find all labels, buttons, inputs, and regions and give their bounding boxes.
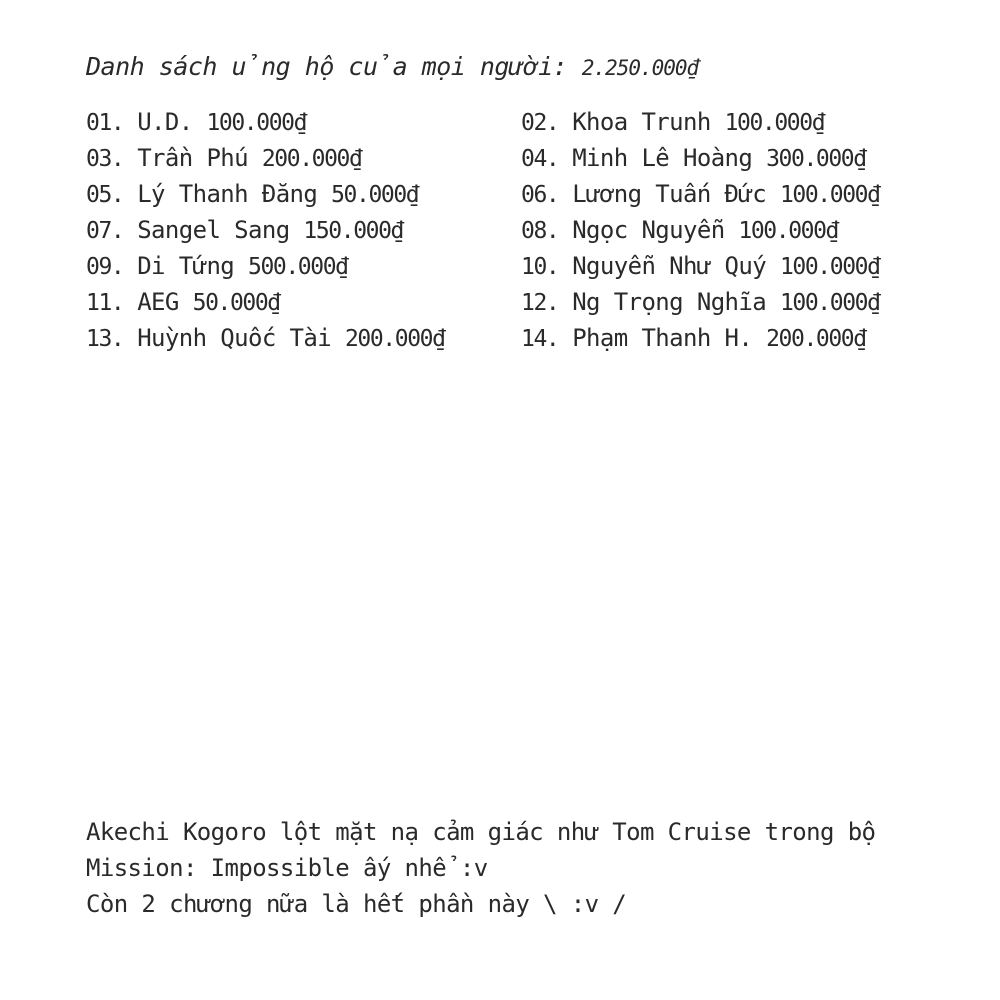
donor-amount: 200.000₫ xyxy=(344,326,445,352)
donor-number: 11. xyxy=(86,290,124,316)
donor-name: Ng Trọng Nghĩa xyxy=(572,288,767,316)
donor-item xyxy=(521,248,880,285)
donor-name: Lương Tuấn Đức xyxy=(572,180,767,208)
donor-amount: 100.000₫ xyxy=(779,254,880,280)
donor-amount: 100.000₫ xyxy=(779,182,880,208)
donor-item xyxy=(86,248,348,285)
donor-number: 02. xyxy=(521,110,559,136)
donor-number: 14. xyxy=(521,326,559,352)
donor-number: 08. xyxy=(521,218,559,244)
donor-item xyxy=(86,320,445,357)
donor-item xyxy=(86,284,280,321)
donor-name: AEG xyxy=(137,288,179,316)
donor-name: Lý Thanh Đăng xyxy=(137,180,318,208)
donor-number: 09. xyxy=(86,254,124,280)
donor-number: 12. xyxy=(521,290,559,316)
donor-name: Sangel Sang xyxy=(137,216,290,244)
donor-amount: 50.000₫ xyxy=(331,182,419,208)
donor-item xyxy=(521,212,838,249)
donor-amount: 150.000₫ xyxy=(303,218,403,244)
donor-name: Ngọc Nguyễn xyxy=(572,216,725,244)
donor-number: 06. xyxy=(521,182,559,208)
donor-item xyxy=(521,140,866,177)
donor-amount: 200.000₫ xyxy=(766,326,866,352)
donor-name: Huỳnh Quốc Tài xyxy=(137,324,332,352)
title-total: 2.250.000₫ xyxy=(581,56,699,80)
donor-name: Phạm Thanh H. xyxy=(572,324,753,352)
donor-item xyxy=(521,284,880,321)
donor-name: Nguyễn Như Quý xyxy=(572,252,767,280)
donor-number: 03. xyxy=(86,146,124,172)
donor-item xyxy=(86,104,306,141)
donor-amount: 50.000₫ xyxy=(192,290,280,316)
donor-item xyxy=(521,176,880,213)
donor-number: 10. xyxy=(521,254,559,280)
donor-name: U.D. xyxy=(137,108,193,136)
donor-amount: 100.000₫ xyxy=(206,110,307,136)
donor-amount: 200.000₫ xyxy=(261,146,362,172)
author-note xyxy=(86,814,976,922)
donor-number: 07. xyxy=(86,218,124,244)
donor-amount: 300.000₫ xyxy=(766,146,866,172)
donor-item xyxy=(86,212,403,249)
donor-number: 13. xyxy=(86,326,124,352)
note-line: Akechi Kogoro lột mặt nạ cảm giác như Tom Cruise trong bộ xyxy=(86,818,876,846)
donor-item xyxy=(521,320,866,357)
donor-number: 01. xyxy=(86,110,124,136)
title-label: Danh sách ủng hộ của mọi người: xyxy=(86,52,568,81)
donor-item xyxy=(86,176,418,213)
donor-name: Di Tứng xyxy=(137,252,235,280)
donor-name: Minh Lê Hoàng xyxy=(572,144,753,172)
donor-amount: 100.000₫ xyxy=(738,218,838,244)
donor-item xyxy=(521,104,824,141)
donor-amount: 100.000₫ xyxy=(779,290,880,316)
page-title xyxy=(86,52,698,81)
donor-number: 04. xyxy=(521,146,559,172)
donor-amount: 100.000₫ xyxy=(724,110,825,136)
note-line: Mission: Impossible ấy nhể :v xyxy=(86,854,488,882)
donor-name: Trần Phú xyxy=(137,144,248,172)
donor-number: 05. xyxy=(86,182,124,208)
donor-amount: 500.000₫ xyxy=(248,254,348,280)
donor-item xyxy=(86,140,361,177)
note-line: Còn 2 chương nữa là hết phần này \ :v / xyxy=(86,890,627,918)
donor-name: Khoa Trunh xyxy=(572,108,711,136)
